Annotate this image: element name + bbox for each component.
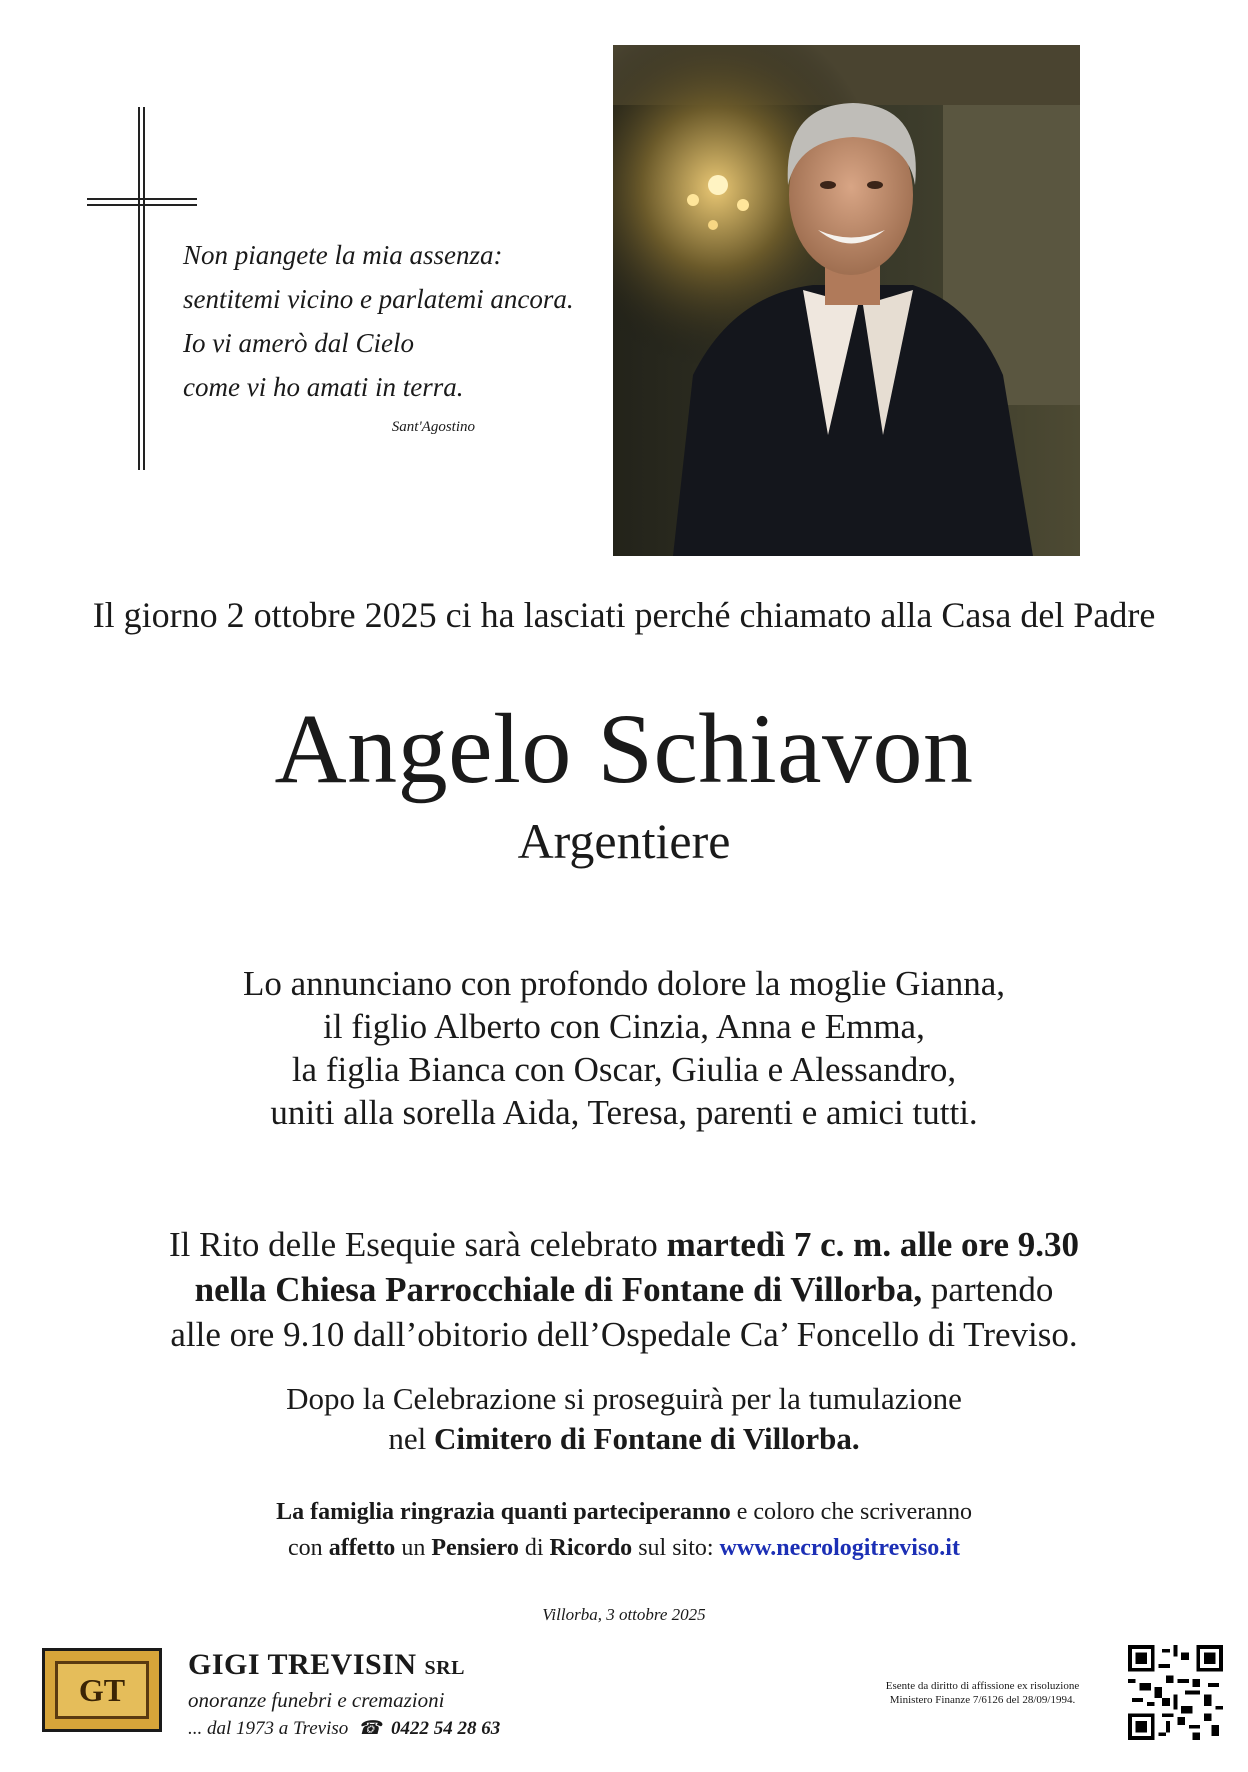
portrait-photo	[613, 45, 1080, 556]
company-suffix: SRL	[424, 1657, 465, 1679]
family-line: la figlia Bianca con Oscar, Giulia e Alessandro,	[291, 1050, 957, 1089]
company-phone[interactable]: 0422 54 28 63	[390, 1718, 501, 1739]
family-thanks	[0, 1494, 1248, 1566]
company-since-text: ... dal 1973 a Treviso	[188, 1718, 349, 1739]
poem	[183, 233, 623, 409]
date-place: Villorba, 3 ottobre 2025	[542, 1605, 706, 1624]
thanks-text: sul sito:	[632, 1535, 720, 1561]
cross-icon-stroke	[143, 107, 145, 470]
funeral-church: nella Chiesa Parrocchiale di Fontane di Villorba,	[194, 1270, 923, 1309]
burial-line	[0, 1419, 1248, 1459]
tax-note-line: Esente da diritto di affissione ex risoluzione	[885, 1680, 1080, 1692]
website-link[interactable]: www.necrologitreviso.it	[719, 1535, 960, 1561]
burial-cemetery: Cimitero di Fontane di Villorba.	[433, 1421, 860, 1456]
funeral-line	[0, 1267, 1248, 1312]
funeral-line	[0, 1222, 1248, 1267]
burial-details	[0, 1379, 1248, 1459]
poem-line: Io vi amerò dal Cielo	[183, 328, 414, 358]
company-subtitle: onoranze funebri e cremazioni	[188, 1688, 445, 1712]
poem-line: come vi ho amati in terra.	[183, 372, 464, 402]
funeral-line: alle ore 9.10 dall’obitorio dell’Ospedale Ca’ Foncello di Treviso.	[170, 1315, 1078, 1354]
company-name	[188, 1648, 465, 1682]
cross-icon-bar	[87, 198, 197, 200]
deceased-name: Angelo Schiavon	[274, 693, 974, 804]
company-since	[188, 1717, 500, 1740]
burial-text: nel	[388, 1421, 434, 1456]
thanks-line	[0, 1530, 1248, 1566]
funeral-date: martedì 7 c. m. alle ore 9.30	[666, 1225, 1079, 1264]
logo-monogram: GT	[55, 1661, 149, 1719]
deceased-profession: Argentiere	[517, 813, 731, 869]
cross-icon-bar-2	[87, 204, 197, 206]
thanks-text: un	[395, 1535, 432, 1561]
tax-note-line: Ministero Finanze 7/6126 del 28/09/1994.	[889, 1694, 1076, 1706]
family-line: uniti alla sorella Aida, Teresa, parenti e amici tutti.	[270, 1093, 978, 1132]
poem-line: Non piangete la mia assenza:	[183, 240, 503, 270]
thanks-bold: Pensiero	[431, 1535, 519, 1561]
family-announcement	[0, 962, 1248, 1134]
family-line: il figlio Alberto con Cinzia, Anna e Emma,	[323, 1007, 925, 1046]
poem-author: Sant'Agostino	[391, 419, 475, 435]
burial-line: Dopo la Celebrazione si proseguirà per la tumulazione	[286, 1381, 962, 1416]
tax-exemption-note	[855, 1679, 1110, 1707]
telephone-icon: ☎	[357, 1718, 382, 1739]
thanks-text: di	[518, 1535, 550, 1561]
thanks-bold: La famiglia ringrazia quanti parteciperanno	[276, 1499, 731, 1525]
thanks-text: e coloro che scriveranno	[730, 1499, 972, 1525]
company-name-text: GIGI TREVISIN	[188, 1648, 417, 1681]
company-logo	[42, 1648, 162, 1732]
funeral-text: Il Rito delle Esequie sarà celebrato	[168, 1225, 667, 1264]
thanks-bold: Ricordo	[549, 1535, 633, 1561]
thanks-line	[0, 1494, 1248, 1530]
funeral-text: partendo	[922, 1270, 1054, 1309]
qr-code-icon[interactable]	[1128, 1645, 1223, 1740]
funeral-details	[0, 1222, 1248, 1357]
death-announcement-line: Il giorno 2 ottobre 2025 ci ha lasciati perché chiamato alla Casa del Padre	[92, 595, 1156, 635]
thanks-text: con	[288, 1535, 329, 1561]
thanks-bold: affetto	[328, 1535, 396, 1561]
cross-icon	[138, 107, 140, 470]
family-line: Lo annunciano con profondo dolore la moglie Gianna,	[242, 964, 1005, 1003]
poem-line: sentitemi vicino e parlatemi ancora.	[183, 284, 574, 314]
